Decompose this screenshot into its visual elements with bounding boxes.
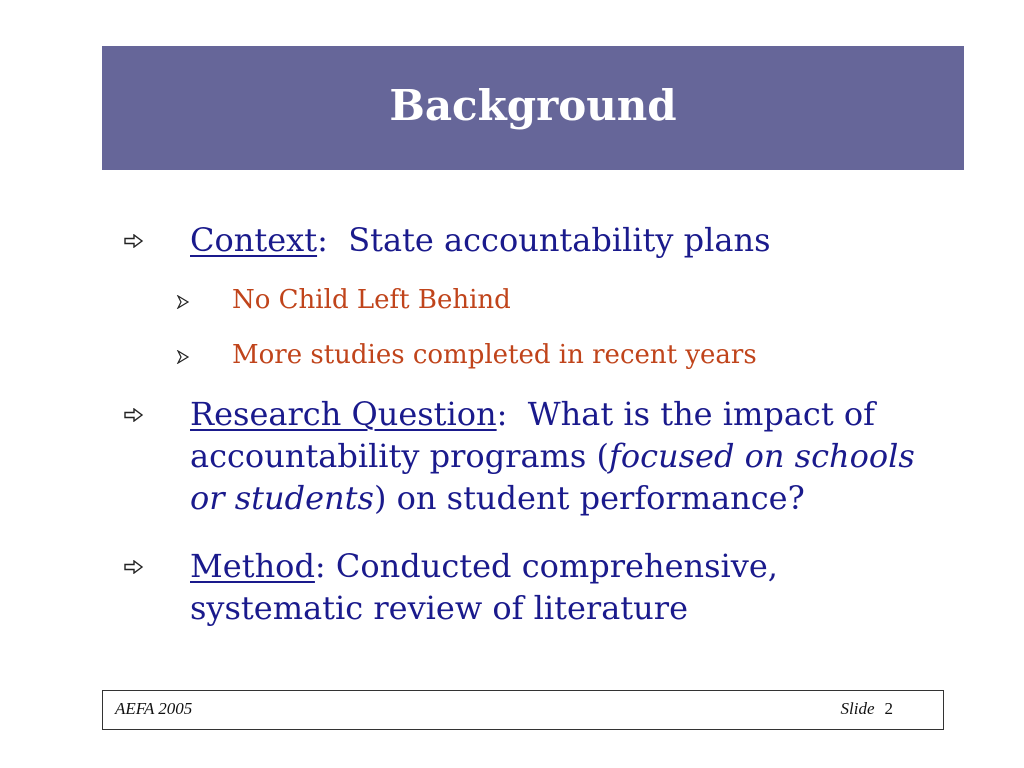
footer-slide-number (841, 699, 894, 719)
hollow-right-arrow-icon (124, 408, 144, 422)
footer-conference: AEFA 2005 (115, 699, 193, 718)
footer-slide-num: 2 (884, 699, 893, 718)
method-label: Method (190, 547, 315, 585)
sub-bullet-nclb: No Child Left Behind (232, 285, 511, 315)
footer-slide-label: Slide (840, 699, 875, 718)
method-text: Conducted comprehensive, systematic review of literature (190, 547, 778, 627)
context-text: State accountability plans (327, 221, 771, 259)
research-question-text-a: What is the impact of accountability programs ( (190, 395, 886, 475)
footer (102, 690, 944, 730)
title-bar (102, 46, 964, 170)
context-label: Context (190, 221, 318, 259)
research-question-text-b: ) on student performance? (373, 479, 805, 517)
bullet-method (190, 545, 890, 629)
bullet-research-question (190, 393, 950, 519)
research-question-label: Research Question (190, 395, 497, 433)
sub-bullet-more-studies: More studies completed in recent years (232, 340, 757, 370)
hollow-right-arrow-icon (124, 560, 144, 574)
context-sep: : (317, 221, 328, 259)
bullet-context (190, 219, 950, 261)
hollow-right-arrow-icon (124, 234, 144, 248)
research-question-sep: : (496, 395, 508, 433)
research-question-italic: focused on schools or students (190, 437, 915, 517)
chevron-right-icon (176, 350, 190, 364)
slide-title: Background (389, 80, 677, 130)
method-sep: : (314, 547, 326, 585)
chevron-right-icon (176, 295, 190, 309)
